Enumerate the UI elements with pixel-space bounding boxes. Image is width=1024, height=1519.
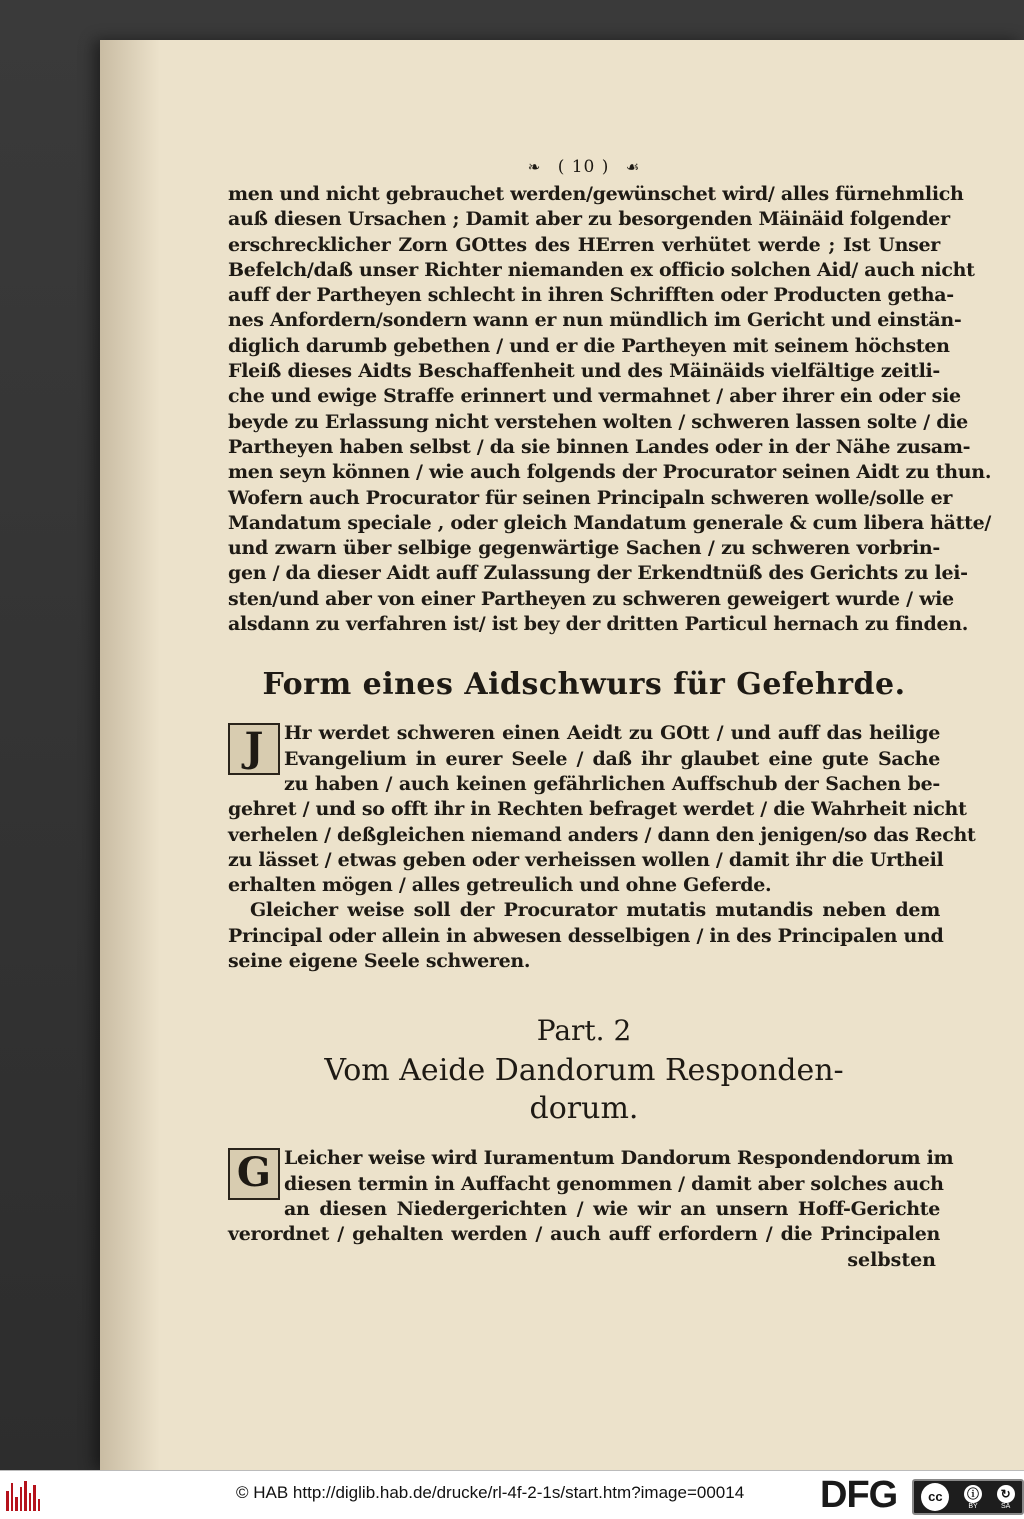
text-line: men seyn können / wie auch folgends der Procurator seinen Aidt zu thun. — [228, 461, 992, 484]
text-line: gen / da dieser Aidt auff Zulassung der Erkendtnüß des Gerichts zu lei- — [228, 562, 968, 585]
text-line: erhalten mögen / alles getreulich und ohne Geferde. — [228, 874, 772, 897]
text-line: Partheyen haben selbst / da sie binnen Landes oder in der Nähe zusam- — [228, 435, 971, 458]
text-line: seine eigene Seele schweren. — [228, 950, 531, 973]
cc-icon: cc — [921, 1483, 949, 1511]
text-line: Befelch/daß unser Richter niemanden ex officio solchen Aid/ auch nicht — [228, 258, 975, 281]
catchword: selbsten — [847, 1248, 936, 1271]
text-line: erschrecklicher Zorn GOttes des HErren verhütet werde ; Ist Unser — [228, 233, 940, 256]
text-line: sten/und aber von einer Partheyen zu schweren geweigert wurde / wie — [228, 587, 954, 610]
hab-logo-icon[interactable] — [6, 1479, 40, 1511]
page-text — [228, 152, 992, 1273]
text-line: verhelen / deßgleichen niemand anders / dann den jenigen/so das Recht — [228, 823, 976, 846]
paragraph-main — [228, 182, 992, 637]
text-line: Evangelium in eurer Seele / daß ihr glaubet eine gute Sache — [284, 747, 940, 770]
text-line: Leicher weise wird Iuramentum Dandorum Respondendorum im — [284, 1147, 954, 1170]
text-line: und zwarn über selbige gegenwärtige Sachen / zu schweren vorbrin- — [228, 537, 940, 560]
share-alike-icon: ↻ — [997, 1485, 1015, 1503]
dfg-logo[interactable]: DFG — [820, 1474, 898, 1516]
ornament-left-icon: ❧ — [527, 158, 542, 176]
text-line: Wofern auch Procurator für seinen Principaln schweren wolle/solle er — [228, 486, 953, 509]
text-line: beyde zu Erlassung nicht verstehen wolten / schweren lassen solte / die — [228, 410, 968, 433]
text-line: zu haben / auch keinen gefährlichen Auffschub der Sachen be- — [284, 772, 940, 795]
procurator-paragraph — [228, 898, 944, 974]
text-line: Hr werdet schweren einen Aeidt zu GOtt / und auff das heilige — [284, 722, 940, 745]
text-line: verordnet / gehalten werden / auch auff erfordern / die Principalen — [228, 1223, 940, 1246]
part-subtitle-continued: dorum. — [529, 1091, 639, 1127]
part-title: Part. 2 — [536, 1014, 632, 1048]
text-line: diesen termin in Auffacht genommen / damit aber solches auch — [284, 1172, 944, 1195]
sa-label: SA — [1000, 1502, 1011, 1510]
text-line: men und nicht gebrauchet werden/gewünschet wird/ alles fürnehmlich — [228, 183, 964, 205]
text-line: che und ewige Straffe erinnert und vermahnet / aber ihrer ein oder sie — [228, 385, 961, 408]
drop-cap: G — [228, 1148, 280, 1200]
text-line: nes Anfordern/sondern wann er nun mündlich im Gericht und einstän- — [228, 309, 962, 332]
text-line: Mandatum speciale , oder gleich Mandatum generale & cum libera hätte/ — [228, 511, 992, 534]
page-header — [228, 152, 940, 182]
part-subtitle: Vom Aeide Dandorum Responden- — [324, 1053, 844, 1089]
ornament-right-icon: ☙ — [625, 158, 641, 176]
text-line: Fleiß dieses Aidts Beschaffenheit und des Mäinäids vielfältige zeitli- — [228, 360, 940, 383]
attribution-icon: ⓘ — [964, 1485, 982, 1503]
by-block — [964, 1485, 982, 1510]
text-line: an diesen Niedergerichten / wie wir an unsern Hoff-Gerichte — [284, 1197, 940, 1220]
text-line: auß diesen Ursachen ; Damit aber zu besorgenden Mäinäid folgender — [228, 208, 950, 231]
text-line: Gleicher weise soll der Procurator mutatis mutandis neben dem — [250, 899, 940, 922]
footer-bar — [0, 1470, 1024, 1519]
text-line: auff der Partheyen schlecht in ihren Schrifften oder Producten getha- — [228, 284, 954, 307]
text-line: diglich darumb gebethen / und er die Partheyen mit seinem höchsten — [228, 334, 950, 357]
section-heading: Form eines Aidschwurs für Gefehrde. — [262, 667, 906, 703]
oath-paragraph — [228, 721, 976, 898]
page-number: ( 10 ) — [557, 157, 610, 177]
final-paragraph — [228, 1146, 954, 1247]
text-line: Principal oder allein in abwesen desselbigen / in des Principalen und — [228, 924, 944, 947]
text-line: zu lässet / etwas geben oder verheissen wollen / damit ihr die Urtheil — [228, 848, 944, 871]
sa-block — [997, 1485, 1015, 1510]
text-line: gehret / und so offt ihr in Rechten befraget werdet / die Wahrheit nicht — [228, 798, 967, 821]
cc-license-badge[interactable] — [912, 1479, 1024, 1515]
text-line: alsdann zu verfahren ist/ ist bey der dritten Particul hernach zu finden. — [228, 613, 969, 636]
copyright-link[interactable]: © HAB http://diglib.hab.de/drucke/rl-4f-2-1s/start.htm?image=00014 — [236, 1483, 745, 1502]
drop-cap: J — [228, 723, 280, 775]
by-label: BY — [968, 1502, 978, 1510]
